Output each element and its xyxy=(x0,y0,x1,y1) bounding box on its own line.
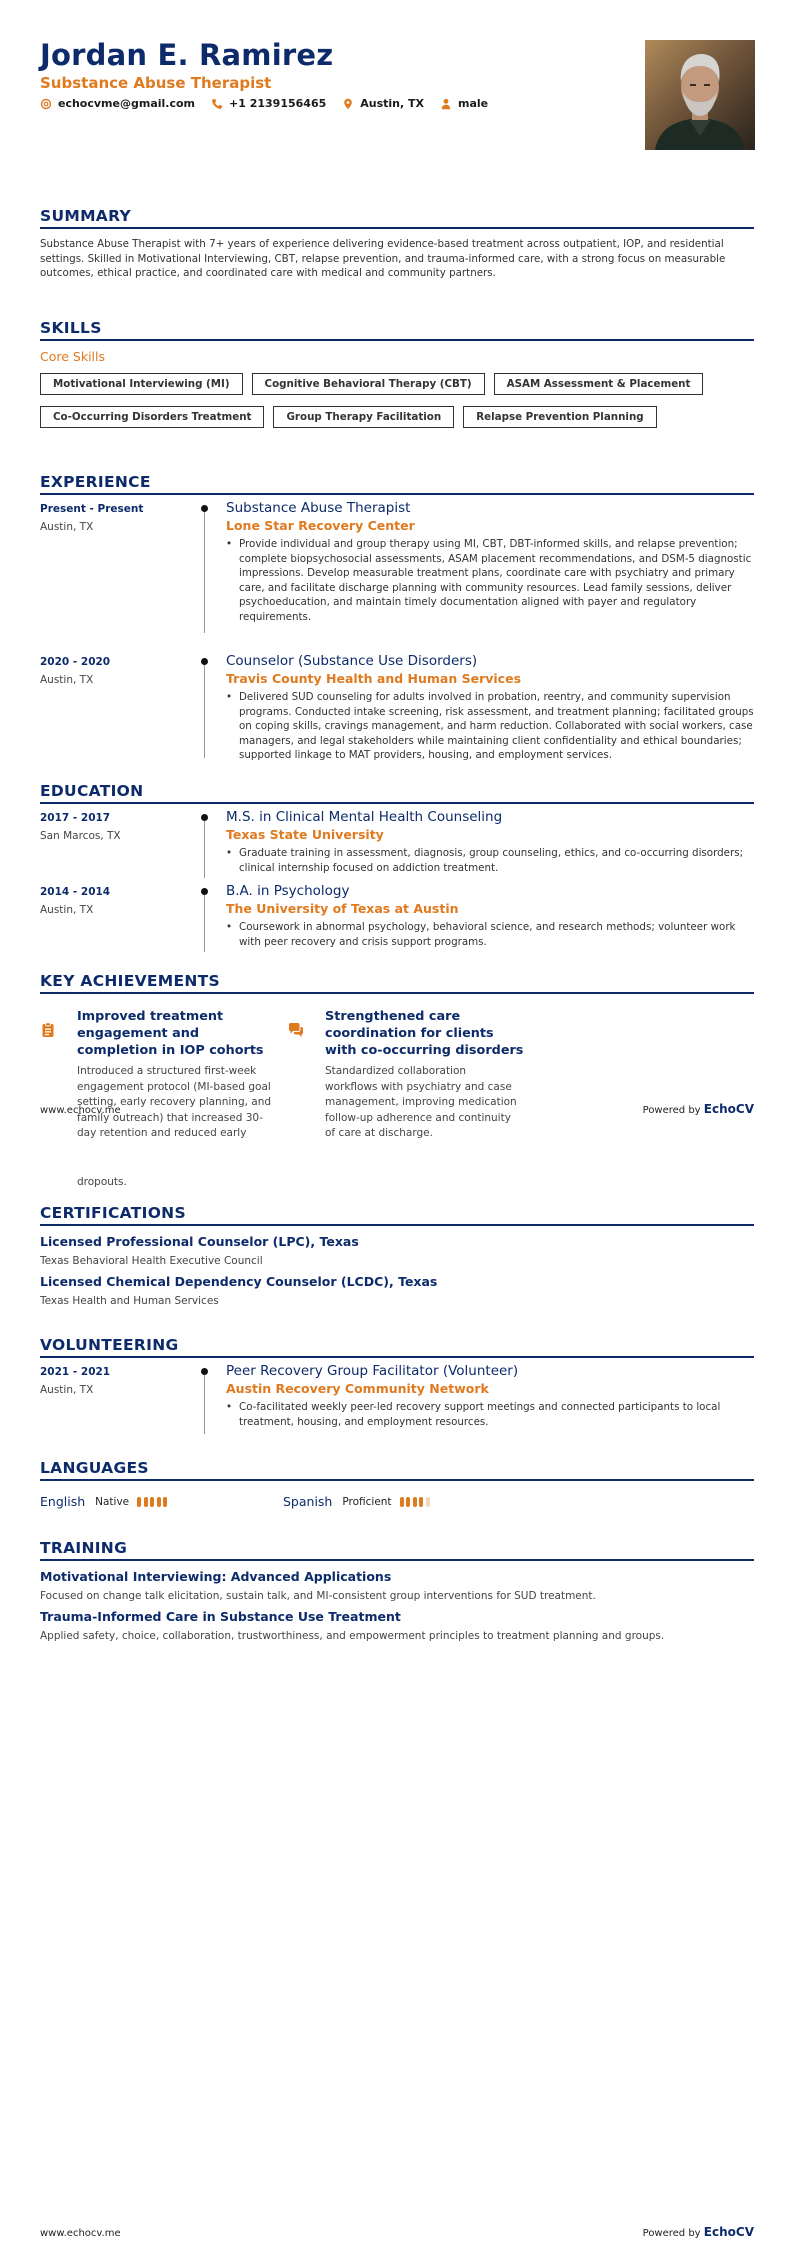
entry-date: 2021 - 2021 xyxy=(40,1366,111,1378)
training-heading: TRAINING xyxy=(40,1539,754,1561)
certification-issuer: Texas Health and Human Services xyxy=(40,1295,219,1307)
training-title: Trauma-Informed Care in Substance Use Treatment xyxy=(40,1609,401,1624)
entry-location: Austin, TX xyxy=(40,521,94,533)
footer-website[interactable]: www.echocv.me xyxy=(40,1105,121,1116)
timeline-dot xyxy=(201,888,208,895)
entry-date: Present - Present xyxy=(40,503,144,515)
language-level: Proficient xyxy=(342,1495,392,1508)
timeline-dot xyxy=(201,658,208,665)
language-level: Native xyxy=(95,1495,130,1508)
timeline-line xyxy=(204,662,205,758)
contact-email[interactable] xyxy=(40,97,195,110)
language-item xyxy=(40,1492,170,1511)
entry-role: Substance Abuse Therapist xyxy=(226,500,411,516)
clipboard-icon xyxy=(40,1022,56,1038)
education-heading: EDUCATION xyxy=(40,782,754,804)
rating-pill-filled xyxy=(406,1497,410,1507)
timeline-line xyxy=(204,818,205,878)
timeline-line xyxy=(204,509,205,633)
entry-location: Austin, TX xyxy=(40,1384,94,1396)
entry-organization: Texas State University xyxy=(226,827,384,842)
skill-chip: Relapse Prevention Planning xyxy=(463,406,656,428)
footer-website[interactable]: www.echocv.me xyxy=(40,2228,121,2239)
achievement-title: Strengthened care coordination for clients with co-occurring disorders xyxy=(325,1009,524,1058)
timeline-line xyxy=(204,1372,205,1434)
person-icon xyxy=(440,98,452,110)
volunteering-heading: VOLUNTEERING xyxy=(40,1336,754,1358)
entry-organization: Travis County Health and Human Services xyxy=(226,671,522,686)
timeline-line xyxy=(204,892,205,952)
powered-by-label: Powered by xyxy=(642,2228,701,2239)
entry-role: Peer Recovery Group Facilitator (Volunteer) xyxy=(226,1363,519,1379)
rating-pill-filled xyxy=(419,1497,423,1507)
entry-bullet: • Coursework in abnormal psychology, behavioral science, and research methods; volunteer work with peer recovery and crisis support programs. xyxy=(226,920,754,949)
entry-role: Counselor (Substance Use Disorders) xyxy=(226,653,478,669)
contact-bar xyxy=(40,97,504,110)
achievements-heading: KEY ACHIEVEMENTS xyxy=(40,972,754,994)
rating-pill-empty xyxy=(426,1497,430,1507)
location-text: Austin, TX xyxy=(360,97,425,110)
entry-location: Austin, TX xyxy=(40,904,94,916)
achievement-text: Introduced a structured first-week engagement protocol (MI-based goal setting, early recovery planning, and family outreach) that increased 30-day retention and reduced early xyxy=(77,1065,272,1139)
experience-heading: EXPERIENCE xyxy=(40,473,754,495)
entry-role: M.S. in Clinical Mental Health Counseling xyxy=(226,809,503,825)
training-description: Applied safety, choice, collaboration, trustworthiness, and empowerment principles to treatment planning and groups. xyxy=(40,1630,665,1642)
contact-phone[interactable] xyxy=(211,97,326,110)
entry-organization: Austin Recovery Community Network xyxy=(226,1381,489,1396)
entry-bullet: • Provide individual and group therapy using MI, CBT, DBT-informed skills, and relapse prevention; complete biopsychosocial assessments, ASAM placement recommendations, and DSM-5 diagnostic impressions. Develop measurable treatment plans, coordinate care with psychiatry and primary care, and facilitate discharge planning with community resources. Lead family sessions, deliver psychoeducation, and maintain timely documentation aligned with payer and regulatory requirements. xyxy=(226,537,754,624)
rating-pill-filled xyxy=(413,1497,417,1507)
email-text: echocvme@gmail.com xyxy=(58,97,196,110)
certification-title: Licensed Professional Counselor (LPC), Texas xyxy=(40,1234,359,1249)
rating-pill-filled xyxy=(150,1497,154,1507)
rating-pill-filled xyxy=(400,1497,404,1507)
training-title: Motivational Interviewing: Advanced Applications xyxy=(40,1569,392,1584)
achievement-text: Standardized collaboration workflows with psychiatry and case management, improving medication follow-up adherence and continuity of care at discharge. xyxy=(325,1065,517,1139)
training-description: Focused on change talk elicitation, sustain talk, and MI-consistent group interventions for SUD treatment. xyxy=(40,1590,596,1602)
achievement-text-continued: dropouts. xyxy=(77,1176,127,1188)
language-rating xyxy=(137,1492,170,1511)
entry-date: 2020 - 2020 xyxy=(40,656,111,668)
phone-text: +1 2139156465 xyxy=(229,97,327,110)
entry-organization: Lone Star Recovery Center xyxy=(226,518,415,533)
achievement-title: Improved treatment engagement and completion in IOP cohorts xyxy=(77,1009,264,1058)
powered-by-label: Powered by xyxy=(642,1105,701,1116)
phone-icon xyxy=(211,98,223,110)
rating-pill-filled xyxy=(144,1497,148,1507)
entry-bullet: • Co-facilitated weekly peer-led recovery support meetings and connected participants to local treatment, housing, and employment resources. xyxy=(226,1400,754,1429)
entry-bullet: • Graduate training in assessment, diagnosis, group counseling, ethics, and co-occurring disorders; clinical internship focused on addiction treatment. xyxy=(226,846,754,875)
timeline-dot xyxy=(201,814,208,821)
brand-logo: EchoCV xyxy=(703,1102,754,1116)
summary-heading: SUMMARY xyxy=(40,207,754,229)
candidate-name: Jordan E. Ramirez xyxy=(40,38,334,72)
timeline-dot xyxy=(201,505,208,512)
skills-heading: SKILLS xyxy=(40,319,754,341)
language-rating xyxy=(400,1492,433,1511)
certifications-heading: CERTIFICATIONS xyxy=(40,1204,754,1226)
certification-issuer: Texas Behavioral Health Executive Council xyxy=(40,1255,263,1267)
candidate-title: Substance Abuse Therapist xyxy=(40,74,272,92)
skill-chip: Co-Occurring Disorders Treatment xyxy=(40,406,264,428)
skill-chip: ASAM Assessment & Placement xyxy=(494,373,704,395)
profile-photo xyxy=(645,40,755,150)
footer-powered-by xyxy=(643,2225,754,2239)
entry-location: Austin, TX xyxy=(40,674,94,686)
entry-bullet: • Delivered SUD counseling for adults involved in probation, reentry, and community supervision programs. Conducted intake screening, risk assessment, and treatment planning; facilitated groups on coping skills, cravings management, and harm reduction. Collaborated with social workers, case managers, and legal stakeholders while maintaining client confidentiality and ethical boundaries; supported linkage to MAT providers, housing, and employment services. xyxy=(226,690,754,763)
skill-chip: Group Therapy Facilitation xyxy=(273,406,454,428)
skills-chip-list xyxy=(40,373,754,428)
rating-pill-filled xyxy=(137,1497,141,1507)
location-pin-icon xyxy=(342,98,354,110)
gender-text: male xyxy=(458,97,489,110)
certification-title: Licensed Chemical Dependency Counselor (LCDC), Texas xyxy=(40,1274,438,1289)
contact-gender xyxy=(440,97,488,110)
contact-location xyxy=(342,97,424,110)
entry-organization: The University of Texas at Austin xyxy=(226,901,459,916)
brand-logo: EchoCV xyxy=(703,2225,754,2239)
entry-date: 2014 - 2014 xyxy=(40,886,111,898)
summary-text: Substance Abuse Therapist with 7+ years of experience delivering evidence-based treatment across outpatient, IOP, and residential settings. Skilled in Motivational Interviewing, CBT, relapse prevention, and trauma-informed care, with a strong focus on measurable outcomes, ethical practice, and coordinated care with medical and community partners. xyxy=(40,238,726,279)
skill-chip: Motivational Interviewing (MI) xyxy=(40,373,243,395)
language-name: Spanish xyxy=(283,1494,333,1509)
languages-heading: LANGUAGES xyxy=(40,1459,754,1481)
email-icon xyxy=(40,98,52,110)
rating-pill-filled xyxy=(163,1497,167,1507)
skills-subheading: Core Skills xyxy=(40,349,106,364)
skill-chip: Cognitive Behavioral Therapy (CBT) xyxy=(252,373,485,395)
footer-powered-by xyxy=(643,1102,754,1116)
chat-bubbles-icon xyxy=(288,1022,304,1038)
entry-role: B.A. in Psychology xyxy=(226,883,350,899)
language-item xyxy=(283,1492,432,1511)
entry-date: 2017 - 2017 xyxy=(40,812,111,824)
rating-pill-filled xyxy=(157,1497,161,1507)
entry-location: San Marcos, TX xyxy=(40,830,121,842)
timeline-dot xyxy=(201,1368,208,1375)
language-name: English xyxy=(40,1494,86,1509)
